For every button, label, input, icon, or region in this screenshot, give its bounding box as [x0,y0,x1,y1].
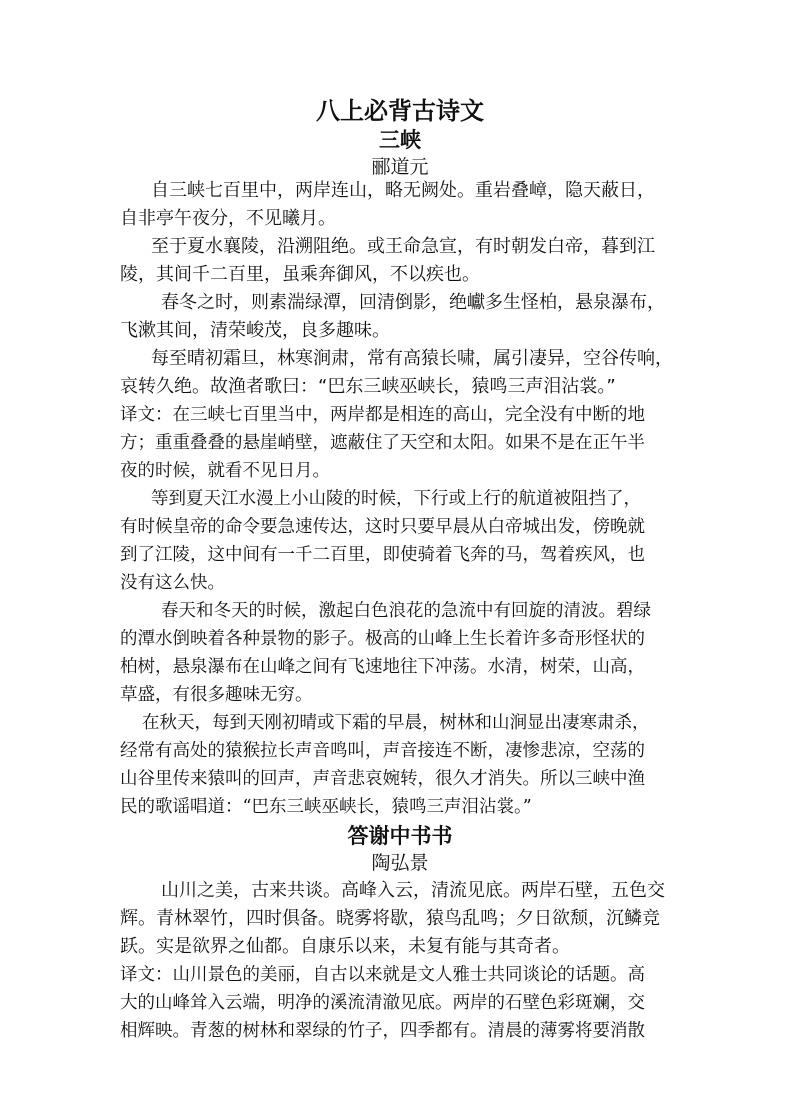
translation-line: 译文：山川景色的美丽，自古以来就是文人雅士共同谈论的话题。高 [120,965,645,985]
author-sanxia: 郦道元 [371,156,429,178]
section-title-daxie: 答谢中书书 [347,824,453,848]
translation-line: 没有这么快。 [120,573,225,593]
translation-line: 夜的时候，就看不见日月。 [120,461,330,481]
translation-line: 有时候皇帝的命令要急速传达，这时只要早晨从白帝城出发，傍晚就 [120,517,645,537]
text-line: 飞漱其间，清荣峻茂，良多趣味。 [120,320,390,341]
text-line: 辉。青林翠竹，四时俱备。晓雾将歇，猿鸟乱鸣；夕日欲颓，沉鳞竞 [120,908,660,929]
text-line: 自三峡七百里中，两岸连山，略无阙处。重岩叠嶂，隐天蔽日， [151,180,655,201]
translation-line: 的潭水倒映着各种景物的影子。极高的山峰上生长着许多奇形怪状的 [120,629,645,649]
translation-line: 经常有高处的猿猴拉长声音鸣叫，声音接连不断，凄惨悲凉，空荡的 [120,741,645,761]
text-line: 跃。实是欲界之仙都。自康乐以来，未复有能与其奇者。 [120,936,570,957]
translation-line: 译文：在三峡七百里当中，两岸都是相连的高山，完全没有中断的地 [120,405,645,425]
translation-line: 春天和冬天的时候，激起白色浪花的急流中有回旋的清波。碧绿 [161,601,651,621]
translation-line: 到了江陵，这中间有一千二百里，即使骑着飞奔的马，驾着疾风，也 [120,545,645,565]
translation-line: 相辉映。青葱的树林和翠绿的竹子，四季都有。清晨的薄雾将要消散 [120,1021,645,1041]
text-line: 自非亭午夜分，不见曦月。 [120,208,336,229]
translation-line: 大的山峰耸入云端，明净的溪流清澈见底。两岸的石壁色彩斑斓，交 [120,993,645,1013]
translation-line: 等到夏天江水漫上小山陵的时候，下行或上行的航道被阻挡了， [151,489,641,509]
text-line: 每至晴初霜旦，林寒涧肃，常有高猿长啸，属引凄异，空谷传响， [151,348,673,369]
translation-line: 柏树，悬泉瀑布在山峰之间有飞速地往下冲荡。水清，树荣，山高， [120,657,645,677]
translation-line: 山谷里传来猿叫的回声，声音悲哀婉转，很久才消失。所以三峡中渔 [120,769,645,789]
text-line: 至于夏水襄陵，沿溯阻绝。或王命急宣，有时朝发白帝，暮到江 [151,236,655,257]
text-line: 陵，其间千二百里，虽乘奔御风，不以疾也。 [120,264,480,285]
text-line: 春冬之时，则素湍绿潭，回清倒影，绝巘多生怪柏，悬泉瀑布， [161,292,665,313]
translation-line: 草盛，有很多趣味无穷。 [120,685,313,705]
text-line: 哀转久绝。故渔者歌曰：“巴东三峡巫峡长，猿鸣三声泪沾裳。” [120,376,616,397]
section-title-sanxia: 三峡 [379,128,421,152]
text-line: 山川之美，古来共谈。高峰入云，清流见底。两岸石壁，五色交 [161,880,665,901]
document-title: 八上必背古诗文 [316,97,484,125]
author-daxie: 陶弘景 [371,852,429,874]
translation-line: 方；重重叠叠的悬崖峭壁，遮蔽住了天空和太阳。如果不是在正午半 [120,433,645,453]
translation-line: 民的歌谣唱道：“巴东三峡巫峡长，猿鸣三声泪沾裳。” [120,797,532,817]
translation-line: 在秋天，每到天刚初晴或下霜的早晨，树林和山涧显出凄寒肃杀， [142,713,650,733]
